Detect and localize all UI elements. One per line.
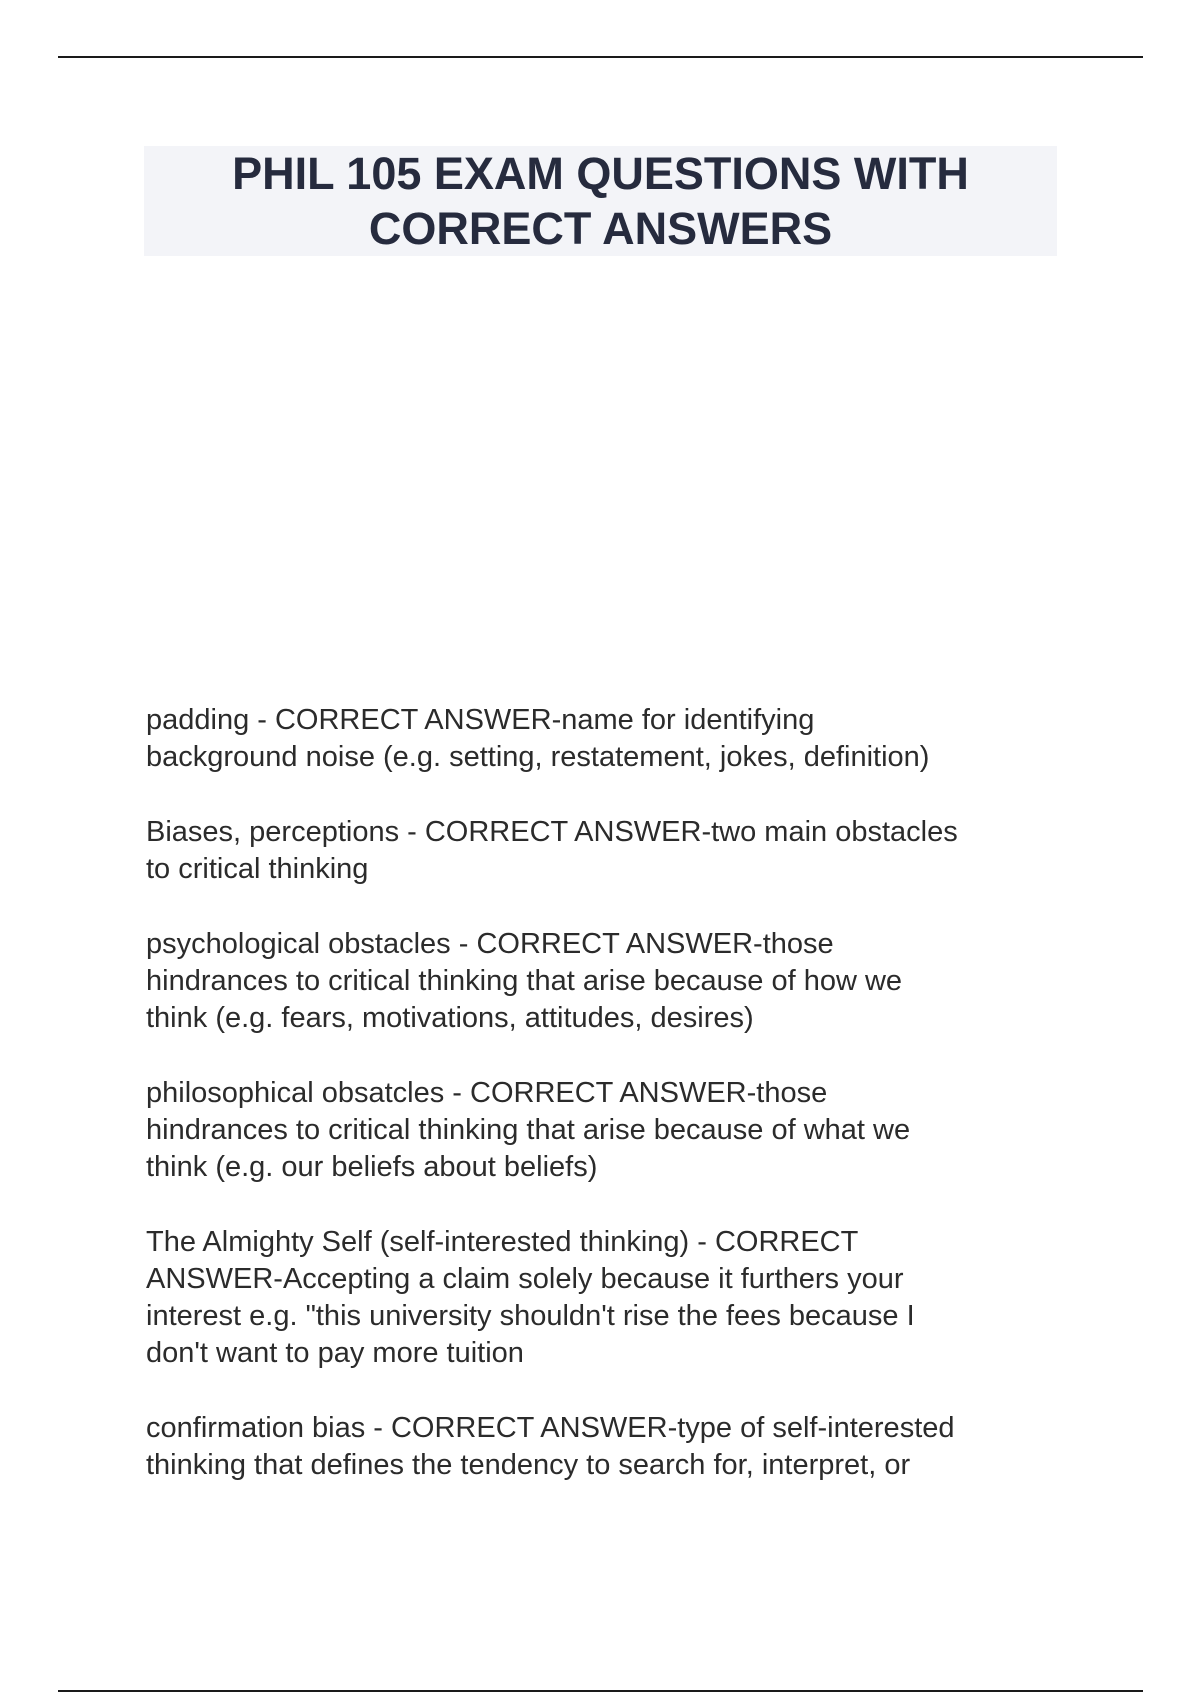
entry-line: hindrances to critical thinking that arise because of how we: [146, 965, 903, 997]
entry-line: to critical thinking: [146, 853, 369, 885]
page-title: [144, 146, 1057, 256]
title-line: PHIL 105 EXAM QUESTIONS WITH: [232, 148, 969, 199]
qa-entry-philosophical: [146, 1075, 1076, 1186]
bottom-divider: [58, 1690, 1143, 1692]
entry-line: interest e.g. "this university shouldn't rise the fees because I: [146, 1300, 915, 1332]
entry-line: think (e.g. fears, motivations, attitudes, desires): [146, 1002, 754, 1034]
qa-entry-padding: [146, 702, 1076, 776]
entry-line: confirmation bias - CORRECT ANSWER-type of self-interested: [146, 1412, 955, 1444]
qa-entry-almighty-self: [146, 1224, 1076, 1372]
qa-list: [146, 702, 1076, 1522]
entry-line: philosophical obsatcles - CORRECT ANSWER-those: [146, 1077, 828, 1109]
entry-line: ANSWER-Accepting a claim solely because it furthers your: [146, 1263, 904, 1295]
qa-entry-biases: [146, 814, 1076, 888]
qa-entry-confirmation-bias: [146, 1410, 1076, 1484]
qa-entry-psychological: [146, 926, 1076, 1037]
title-banner: [144, 146, 1057, 256]
entry-line: thinking that defines the tendency to search for, interpret, or: [146, 1449, 911, 1481]
entry-line: don't want to pay more tuition: [146, 1337, 524, 1369]
title-line: CORRECT ANSWERS: [368, 203, 833, 254]
entry-line: background noise (e.g. setting, restatement, jokes, definition): [146, 741, 930, 773]
entry-line: think (e.g. our beliefs about beliefs): [146, 1151, 598, 1183]
entry-line: hindrances to critical thinking that arise because of what we: [146, 1114, 911, 1146]
entry-line: Biases, perceptions - CORRECT ANSWER-two main obstacles: [146, 816, 958, 848]
entry-line: psychological obstacles - CORRECT ANSWER-those: [146, 928, 834, 960]
top-divider: [58, 56, 1143, 58]
entry-line: The Almighty Self (self-interested thinking) - CORRECT: [146, 1226, 859, 1258]
entry-line: padding - CORRECT ANSWER-name for identifying: [146, 704, 815, 736]
